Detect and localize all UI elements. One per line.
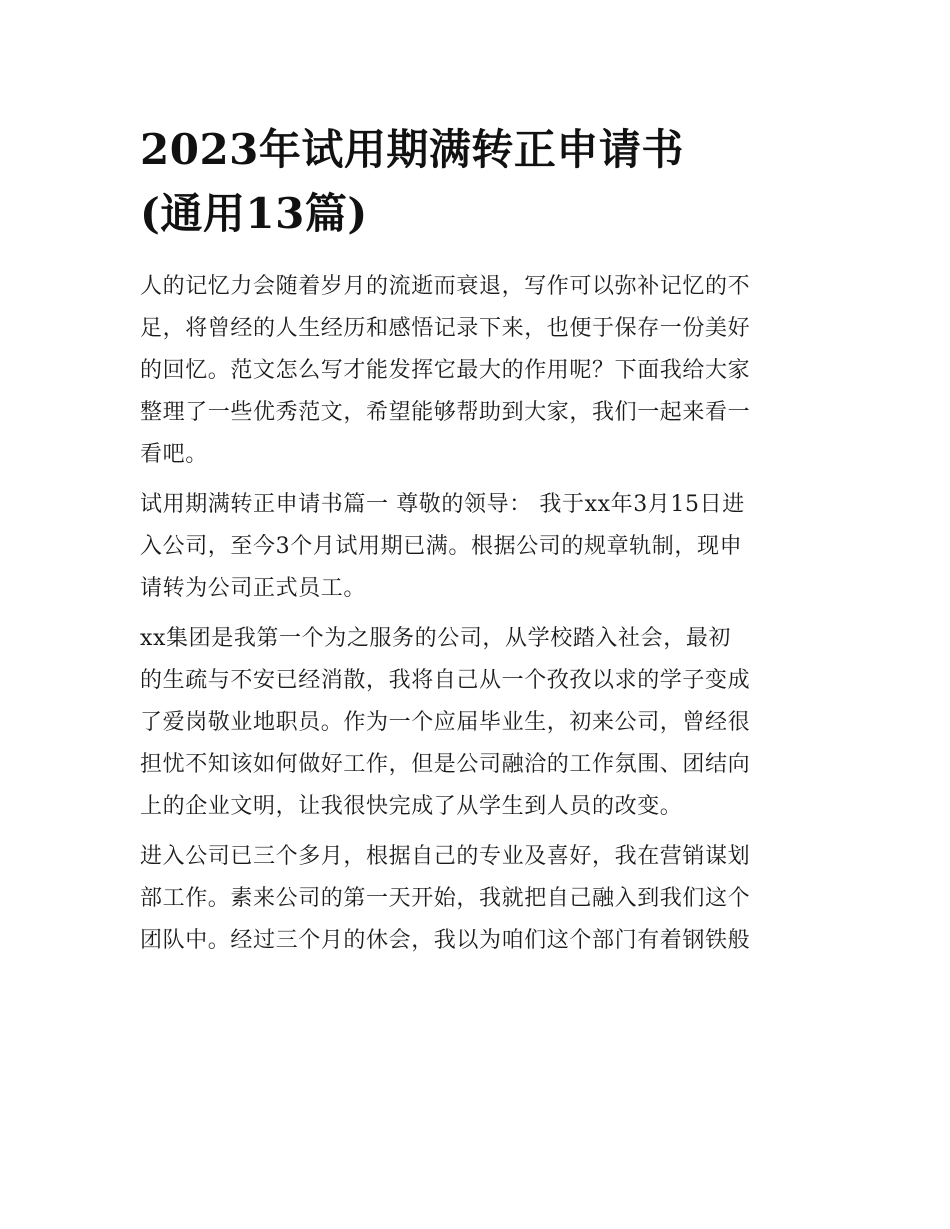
text-line: 足，将曾经的人生经历和感悟记录下来，也便于保存一份美好: [140, 316, 751, 341]
text-line: 整理了一些优秀范文，希望能够帮助到大家，我们一起来看一: [140, 400, 751, 425]
text-line: 担忧不知该如何做好工作，但是公司融洽的工作氛围、团结向: [140, 752, 751, 777]
text-line: 上的企业文明，让我很快完成了从学生到人员的改变。: [140, 794, 683, 819]
title-line: 2023年试用期满转正申请书: [140, 125, 684, 174]
text-line: 的回忆。范文怎么写才能发挥它最大的作用呢？下面我给大家: [140, 358, 751, 383]
text-line: 的生疏与不安已经消散，我将自己从一个孜孜以求的学子变成: [140, 668, 751, 693]
text-line: 团队中。经过三个月的休会，我以为咱们这个部门有着钢铁般: [140, 928, 751, 953]
document-page: [140, 118, 814, 970]
text-line: 进入公司已三个多月，根据自己的专业及喜好，我在营销谋划: [140, 844, 751, 869]
text-line: xx集团是我第一个为之服务的公司，从学校踏入社会，最初: [140, 626, 732, 651]
text-line: 试用期满转正申请书篇一 尊敬的领导： 我于xx年3月15日进: [140, 492, 745, 517]
text-line: 部工作。素来公司的第一天开始，我就把自己融入到我们这个: [140, 886, 751, 911]
text-line: 看吧。: [140, 442, 208, 467]
paragraph-intro: [140, 266, 814, 476]
text-line: 人的记忆力会随着岁月的流逝而衰退，写作可以弥补记忆的不: [140, 274, 751, 299]
title-line: (通用13篇): [140, 189, 368, 238]
text-line: 请转为公司正式员工。: [140, 576, 367, 601]
document-title: [140, 118, 814, 246]
text-line: 入公司，至今3个月试用期已满。根据公司的规章轨制，现申: [140, 534, 743, 559]
document-body: [140, 266, 814, 962]
paragraph-letter-opening: [140, 484, 814, 610]
paragraph-company-intro: [140, 618, 814, 828]
paragraph-department: [140, 836, 814, 962]
text-line: 了爱岗敬业地职员。作为一个应届毕业生，初来公司，曾经很: [140, 710, 751, 735]
